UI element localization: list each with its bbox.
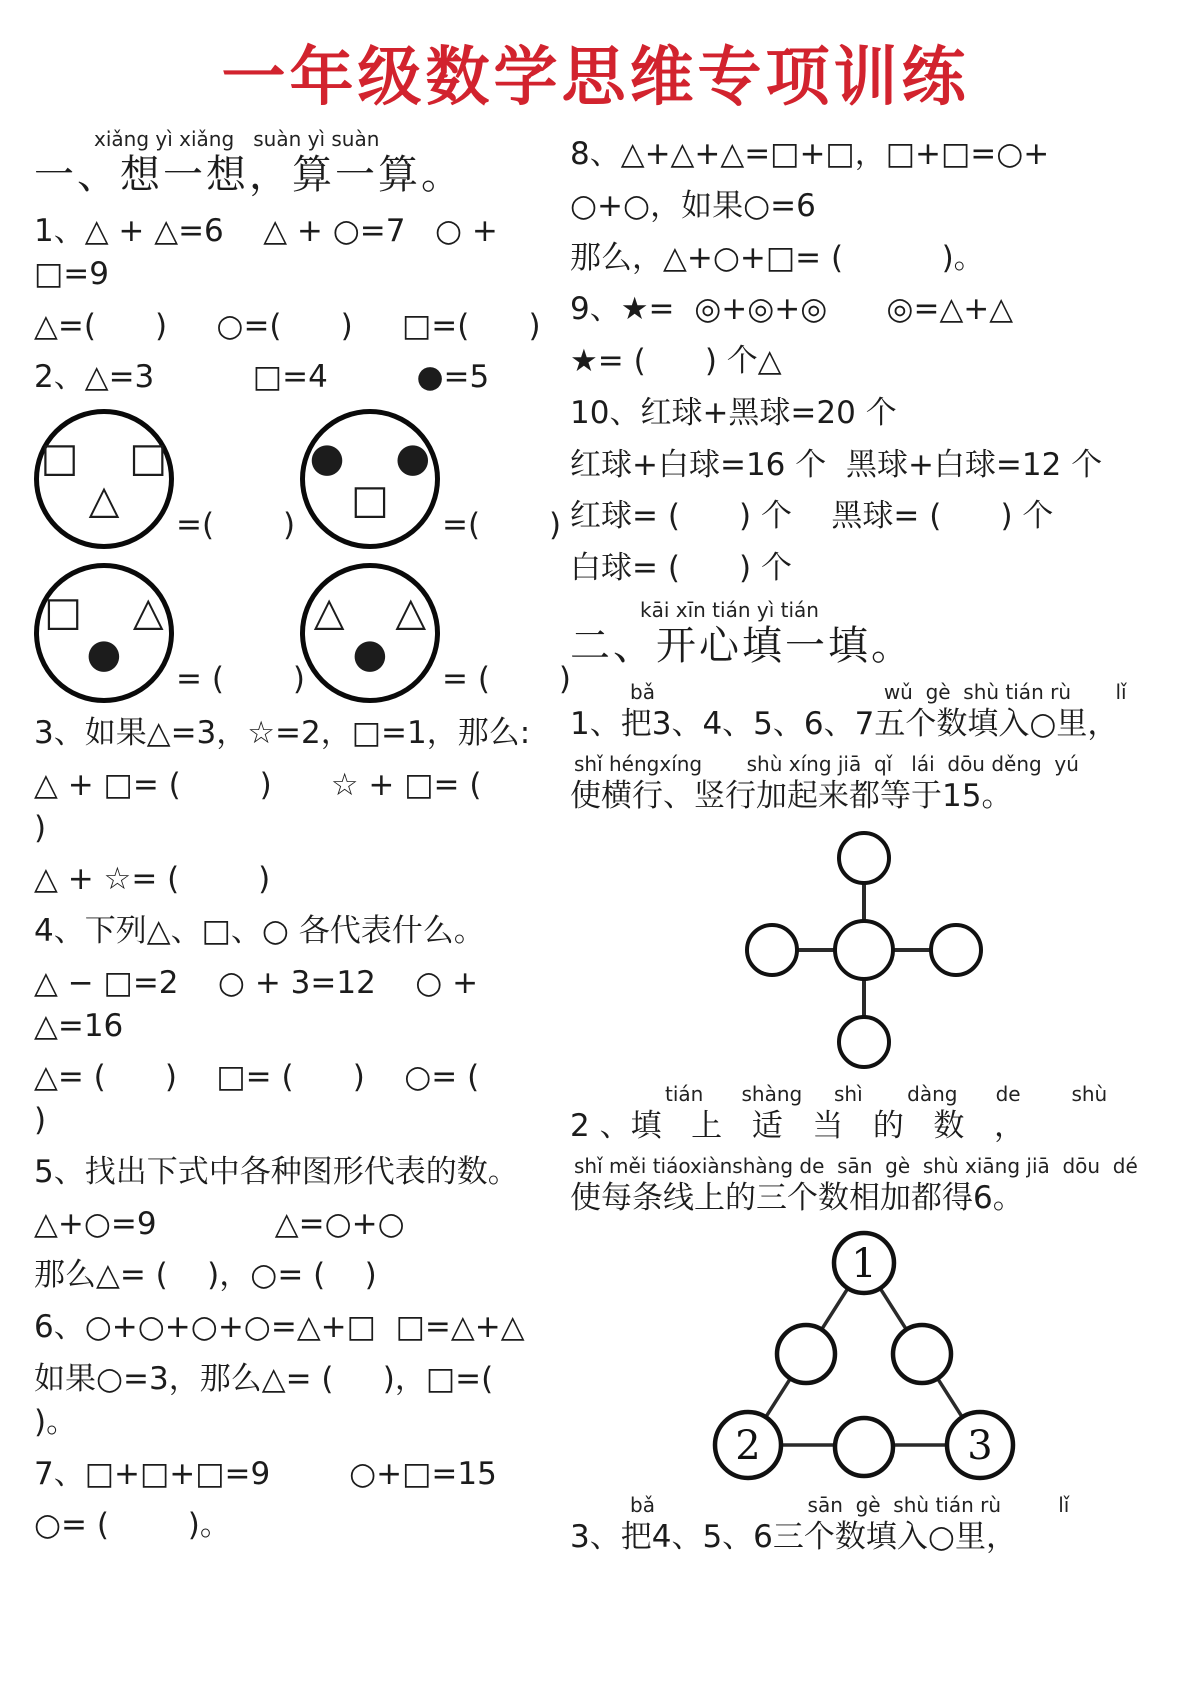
s2-problem-2-sentence-1: [570, 1083, 1157, 1148]
big-circle-3: [34, 563, 174, 703]
problem-7-line-2: ○= ( )。: [34, 1507, 231, 1544]
problem-5-line-3: 那么△= ( )，○= ( ): [34, 1257, 377, 1294]
section-2-heading: 二、开心填一填。: [570, 622, 914, 669]
big-circle-4: [300, 563, 440, 703]
problem-10-line-4: 白球= ( ) 个: [570, 550, 792, 587]
problem-4-line-2: △ − □=2 ○ + 3=12 ○ + △=16: [34, 964, 488, 1044]
problem-8-line-3: 那么，△+○+□= ( )。: [570, 239, 985, 276]
circle-puzzle-3: [34, 563, 305, 703]
problem-7-line-1: 7、□+□+□=9 ○+□=15: [34, 1455, 497, 1492]
problem-4-line-3: △= ( ) □= ( ) ○= ( ): [34, 1059, 539, 1139]
problem-1-line-1: 1、△ + △=6 △ + ○=7 ○ + □=9: [34, 213, 508, 292]
cross-circle-center: [835, 921, 893, 979]
triangle-label-3: 3: [966, 1422, 993, 1469]
cross-circle-bottom: [839, 1017, 889, 1067]
problem-5-line-2: △+○=9 △=○+○: [34, 1205, 405, 1242]
problem-6-line-1: 6、○+○+○+○=△+□ □=△+△: [34, 1309, 525, 1346]
s2-problem-1-sentence-2: [570, 753, 1157, 818]
s2-problem-1-line-2: 使横行、竖行加起来都等于15。: [570, 777, 1013, 814]
problem-2-line: 2、△=3 □=4 ●=5: [34, 359, 490, 396]
s2-problem-1-pinyin-2: shǐ héngxíng shù xíng jiā qǐ lái dōu děng yú: [574, 751, 1079, 776]
circle-1-top-shapes: □ □: [40, 435, 168, 482]
problem-8-line-1: 8、△+△+△=□+□，□+□=○+: [570, 136, 1050, 172]
s2-problem-2-pinyin-2: shǐ měi tiáoxiànshàng de sān gè shù xiāng jiā dōu dé: [574, 1154, 1138, 1179]
problem-10-line-1: 10、红球+黑球=20 个: [570, 394, 897, 431]
problem-10-line-2: 红球+白球=16 个 黑球+白球=12 个: [570, 446, 1103, 483]
problem-3-line-2: △ + □= ( ) ☆ + □= ( ): [34, 766, 561, 846]
circle-4-top-shapes: △ △: [313, 589, 427, 636]
section-2-pinyin: kāi xīn tián yì tián: [640, 597, 819, 622]
problem-10-line-3: 红球= ( ) 个 黑球= ( ) 个: [570, 498, 1054, 535]
big-circle-2: [300, 409, 440, 549]
circle-3-answer-blank: = ( ): [176, 661, 305, 698]
s2-problem-2-sentence-2: [570, 1155, 1157, 1220]
triangle-label-1: 1: [850, 1240, 877, 1287]
s2-problem-1-pinyin-1: bǎ wǔ gè shù tián rù lǐ: [630, 679, 1127, 704]
circle-1-bottom-shape: △: [88, 477, 120, 524]
circle-puzzle-1: [34, 409, 296, 549]
left-column: [34, 124, 571, 1566]
circle-puzzle-2: [300, 409, 562, 549]
circle-4-answer-blank: = ( ): [442, 661, 571, 698]
cross-diagram: [714, 824, 1014, 1076]
s2-problem-2-pinyin-1: tián shàng shì dàng de shù: [665, 1082, 1108, 1107]
circle-puzzle-4: [300, 563, 571, 703]
page-title: 一年级数学思维专项训练: [221, 41, 970, 115]
circle-4-bottom-shape: ●: [352, 631, 388, 678]
section-1-header: [34, 128, 546, 200]
triangle-circle-bottom-mid: [835, 1418, 893, 1476]
triangle-circle-mid-left: [777, 1325, 835, 1383]
s2-problem-3-line: 3、把4、5、6三个数填入○里，: [570, 1518, 1017, 1555]
problem-3-line-1: 3、如果△=3，☆=2，□=1，那么:: [34, 715, 531, 752]
circle-2-top-shapes: ● ●: [309, 435, 431, 482]
s2-problem-1-line-1: 1、把3、4、5、6、7五个数填入○里，: [570, 705, 1119, 742]
triangle-circle-mid-right: [893, 1325, 951, 1383]
triangle-label-2: 2: [734, 1422, 761, 1469]
section-2-header: [570, 599, 1157, 671]
problem-2-circle-grid: [34, 409, 571, 703]
s2-problem-3-sentence: [570, 1494, 1157, 1559]
circle-1-answer-blank: =( ): [176, 507, 296, 544]
section-1-heading: 一、想一想，算一算。: [34, 152, 464, 198]
s2-problem-2-line-1: 2 、填 上 适 当 的 数 ，: [570, 1108, 1025, 1145]
problem-1-line-2: △=( ) ○=( ) □=( ): [34, 307, 541, 344]
circle-3-bottom-shape: ●: [86, 631, 122, 678]
problem-5-line-1: 5、找出下式中各种图形代表的数。: [34, 1153, 519, 1190]
circle-2-answer-blank: =( ): [442, 507, 562, 544]
cross-circle-left: [747, 925, 797, 975]
problem-4-line-1: 4、下列△、□、○ 各代表什么。: [34, 913, 485, 950]
big-circle-1: [34, 409, 174, 549]
worksheet-columns: [0, 124, 1191, 1566]
problem-9-line-1: 9、★= ◎+◎+◎ ◎=△+△: [570, 291, 1014, 328]
s2-problem-1-sentence-1: [570, 681, 1157, 746]
section-1-pinyin: xiǎng yì xiǎng suàn yì suàn: [94, 127, 380, 151]
circle-2-bottom-shape: □: [351, 477, 389, 524]
problem-6-line-2: 如果○=3，那么△= ( )，□=( )。: [34, 1361, 543, 1440]
problem-3-line-3: △ + ☆= ( ): [34, 861, 271, 898]
s2-problem-2-line-2: 使每条线上的三个数相加都得6。: [570, 1180, 1024, 1217]
right-column: [570, 124, 1157, 1566]
triangle-diagram: [694, 1227, 1034, 1487]
problem-8-line-2: ○+○，如果○=6: [570, 187, 816, 224]
cross-circle-right: [931, 925, 981, 975]
problem-9-line-2: ★= ( ) 个△: [570, 343, 782, 380]
cross-circle-top: [839, 833, 889, 883]
circle-3-top-shapes: □ △: [44, 589, 164, 636]
s2-problem-3-pinyin: bǎ sān gè shù tián rù lǐ: [630, 1492, 1070, 1517]
